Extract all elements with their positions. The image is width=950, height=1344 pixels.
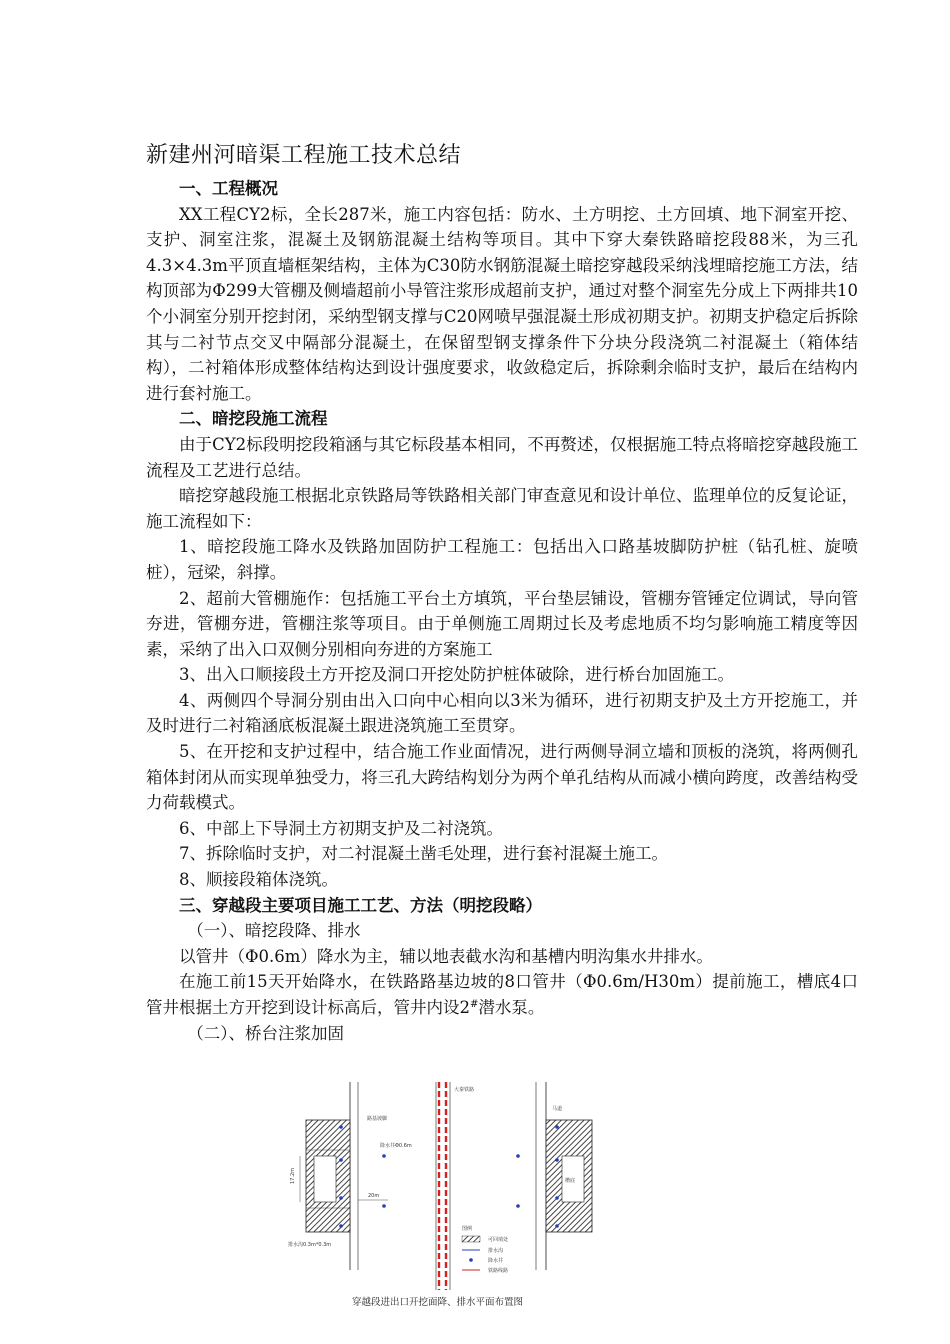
paragraph-dewatering-2 [146,969,858,1020]
paragraph-step-6: 6、中部上下导洞土方初期支护及二衬浇筑。 [179,818,503,838]
figure-drawing [284,1080,594,1310]
label-railway: 大秦铁路 [454,1087,475,1093]
legend-label-4: 铁路线路 [488,1268,509,1274]
section-heading-2: 二、暗挖段施工流程 [179,409,328,429]
paragraph-step-7: 7、拆除临时支护，对二衬混凝土凿毛处理，进行套衬混凝土施工。 [179,844,668,864]
subsection-heading-1: （一）、暗挖段降、排水 [187,921,361,941]
figure-legend [462,1225,508,1274]
legend-label-1: 可回填处 [488,1237,509,1243]
subsection-heading-2: （二）、桥台注浆加固 [187,1023,344,1043]
paragraph-dewatering-1: 以管井（Φ0.6m）降水为主，辅以地表截水沟和基槽内明沟集水井排水。 [179,946,713,966]
well-marker [555,1196,559,1200]
legend-hatch-swatch [462,1236,480,1242]
label-drain: 排水沟0.3m*0.3m [288,1242,332,1248]
label-road-edge: 路基坡脚 [367,1116,388,1122]
legend-label-2: 排水沟 [488,1248,504,1254]
section-heading-3: 三、穿越段主要项目施工工艺、方法（明挖段略） [179,895,542,915]
paragraph-step-5: 5、在开挖和支护过程中，结合施工作业面情况，进行两侧导洞立墙和顶板的浇筑，将两侧孔箱体封闭从而实现单独受力，将三孔大跨结构划分为两个单孔结构从而减小横向跨度，改善结构受力荷载模式。 [146,742,858,813]
paragraph-dewatering-2-text: 在施工前15天开始降水，在铁路路基边坡的8口管井（Φ0.6m/H30m）提前施工，槽底4口管井根据土方开挖到设计标高后，管井内设2 [146,972,858,1017]
label-pit: 槽底 [565,1178,576,1184]
paragraph-step-8: 8、顺接段箱体浇筑。 [179,870,338,890]
paragraph-dewatering-2-tail: 潜水泵。 [478,998,545,1017]
well-marker [516,1204,520,1208]
well-marker [555,1224,559,1228]
superscript-mark: # [470,999,479,1010]
well-marker [339,1224,343,1228]
well-marker [555,1158,559,1162]
section-heading-1: 一、工程概况 [179,179,278,198]
figure-caption: 穿越段进出口开挖面降、排水平面布置图 [352,1297,524,1308]
paragraph-flow-basis: 暗挖穿越段施工根据北京铁路局等铁路相关部门审查意见和设计单位、监理单位的反复论证，施工流程如下： [146,486,858,531]
label-dim-20m: 20m [368,1193,380,1199]
paragraph-step-2: 2、超前大管棚施作：包括施工平台土方填筑，平台垫层铺设，管棚夯管锤定位调试，导向管夯进，管棚夯进，管棚注浆等项目。由于单侧施工周期过长及考虑地质不均匀影响施工精度等因素，采纳了出入口双侧分别相向夯进的方案施工 [146,588,858,659]
paragraph-step-1: 1、暗挖段施工降水及铁路加固防护工程施工：包括出入口路基坡脚防护桩（钻孔桩、旋喷桩），冠梁，斜撑。 [146,537,858,582]
label-ramp: 马道 [552,1106,563,1112]
well-marker [339,1196,343,1200]
label-well: 降水井Φ0.6m [380,1143,412,1149]
legend-title: 图例 [462,1226,473,1232]
legend-label-3: 降水井 [488,1258,504,1264]
document-title: 新建州河暗渠工程施工技术总结 [146,143,462,168]
well-marker [339,1158,343,1162]
left-opening [314,1156,336,1202]
paragraph-step-3: 3、出入口顺接段土方开挖及洞口开挖处防护桩体破除，进行桥台加固施工。 [179,665,734,685]
well-marker [555,1125,559,1129]
paragraph-overview: XX工程CY2标，全长287米，施工内容包括：防水、土方明挖、土方回填、地下洞室开挖、支护、洞室注浆，混凝土及钢筋混凝土结构等项目。其中下穿大秦铁路暗挖段88米，为三孔4.3×4.3m平顶直墙框架结构，主体为C30防水钢筋混凝土暗挖穿越段采纳浅埋暗挖施工方法，结构顶部为Φ299大管棚及侧墙超前小导管注浆形成超前支护，通过对整个洞室先分成上下两排共10个小洞室分别开挖封闭，采纳型钢支撑与C20网喷早强混凝土形成初期支护。初期支护稳定后拆除其与二衬节点交叉中隔部分混凝土，在保留型钢支撑条件下分块分段浇筑二衬混凝土（箱体结构），二衬箱体形成整体结构达到设计强度要求，收敛稳定后，拆除剩余临时支护，最后在结构内进行套衬施工。 [146,204,858,403]
well-marker [382,1154,386,1158]
well-marker [339,1125,343,1129]
legend-well-swatch [469,1258,473,1262]
well-marker [516,1154,520,1158]
dewatering-layout-figure [284,1080,594,1310]
paragraph-step-4: 4、两侧四个导洞分别由出入口向中心相向以3米为循环，进行初期支护及土方开挖施工，并及时进行二衬箱涵底板混凝土跟进浇筑施工至贯穿。 [146,690,858,736]
paragraph-flow-intro: 由于CY2标段明挖段箱涵与其它标段基本相同，不再赘述，仅根据施工特点将暗挖穿越段施工流程及工艺进行总结。 [146,434,858,480]
well-marker [382,1204,386,1208]
label-dim-vertical: 17.2m [290,1167,296,1184]
document-body [146,176,858,1046]
